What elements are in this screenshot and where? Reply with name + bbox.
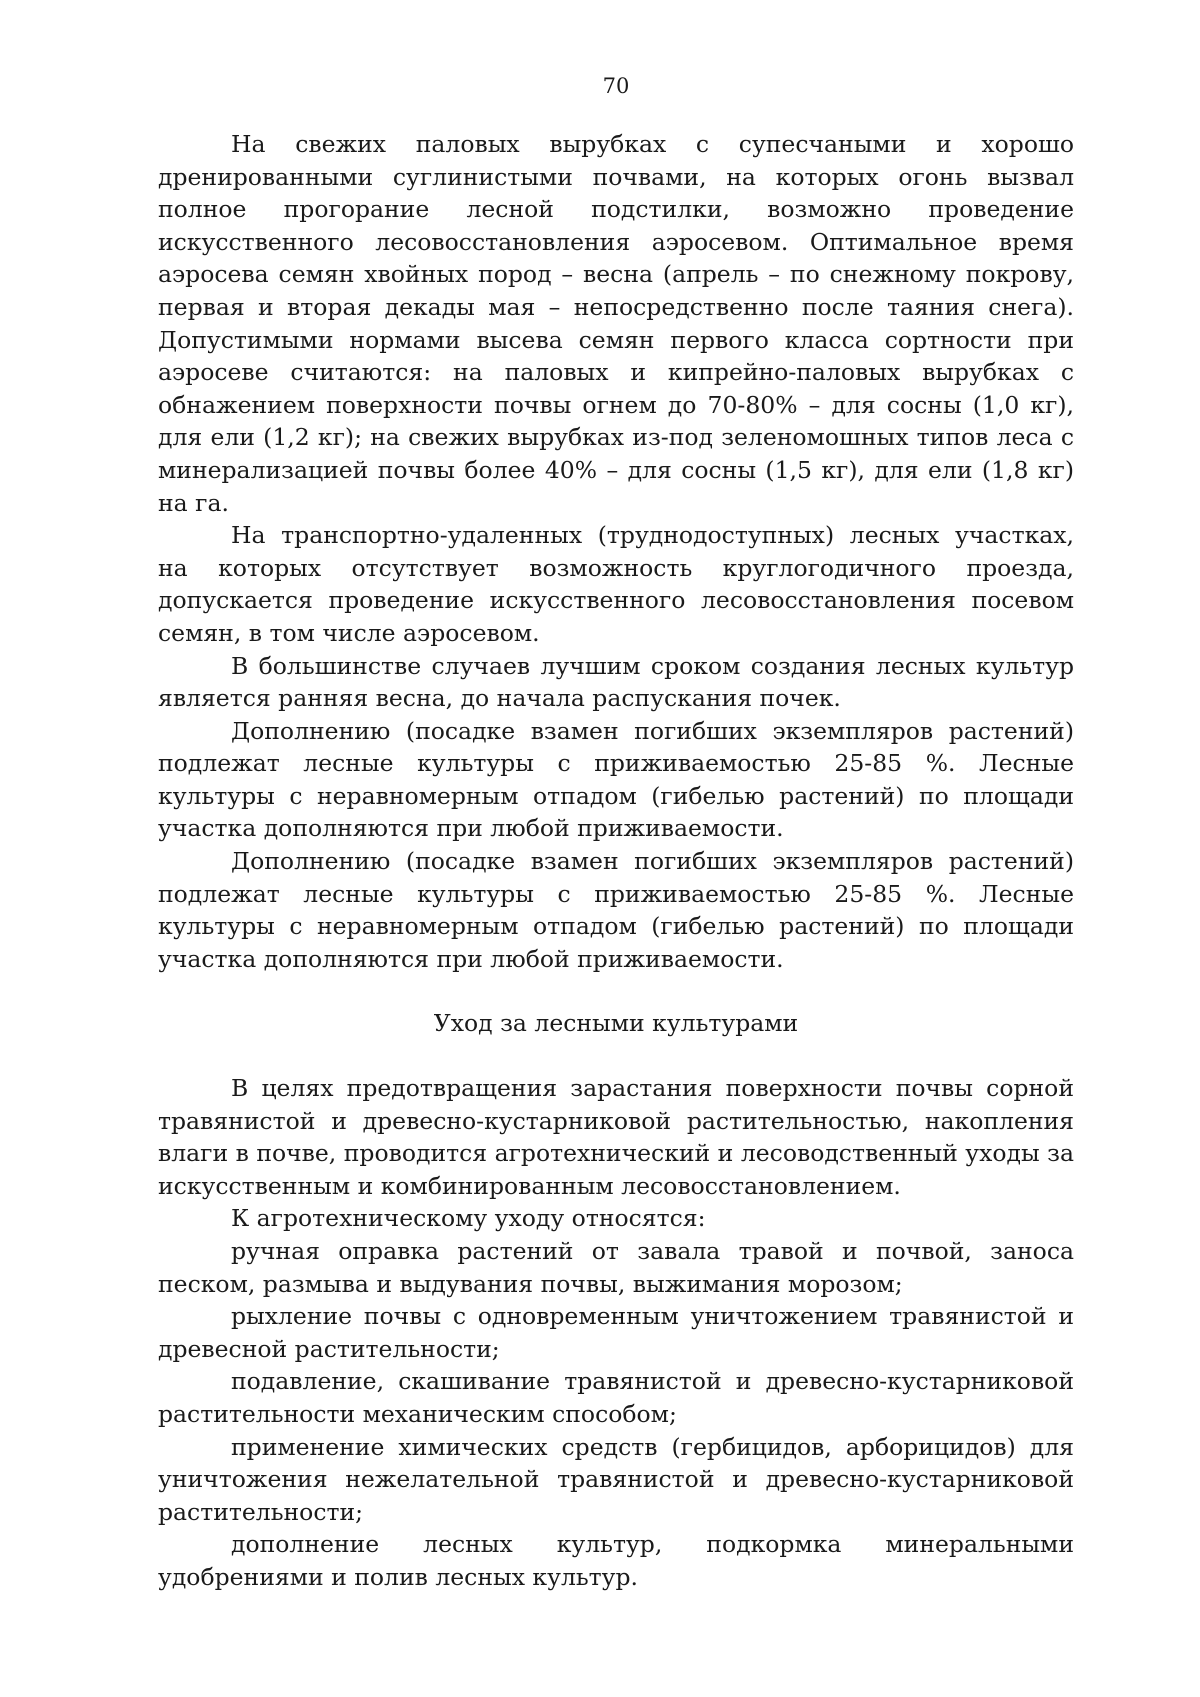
paragraph: На транспортно-удаленных (труднодоступных) лесных участках, на которых отсутствует возможность круглогодичного проезда, допускается проведение искусственного лесовосстановления посевом семян, в том числе аэросевом. (158, 521, 1074, 647)
list-item: ручная оправка растений от завала травой и почвой, заноса песком, размыва и выдувания почвы, выжимания морозом; (158, 1237, 1074, 1298)
list-item: дополнение лесных культур, подкормка минеральными удобрениями и полив лесных культур. (158, 1530, 1074, 1591)
paragraph: Дополнению (посадке взамен погибших экземпляров растений) подлежат лесные культуры с приживаемостью 25-85 %. Лесные культуры с неравномерным отпадом (гибелью растений) по площади участка дополняются при любой приживаемости. (158, 716, 1074, 843)
paragraph: К агротехническому уходу относятся: (231, 1204, 706, 1233)
paragraph: На свежих паловых вырубках с супесчаными и хорошо дренированными суглинистыми почвами, на которых огонь вызвал полное прогорание лесной подстилки, возможно проведение искусственного лесовосстановления аэросевом. Оптимальное время аэросева семян хвойных пород – весна (апрель – по снежному покрову, первая и вторая декады мая – непосредственно после таяния снега). Допустимыми нормами высева семян первого класса сортности при аэросеве считаются: на паловых и кипрейно-паловых вырубках с обнажением поверхности почвы огнем до 70-80% – для сосны (1,0 кг), для ели (1,2 кг); на свежих вырубках из-под зеленомошных типов леса с минерализацией почвы более 40% – для сосны (1,5 кг), для ели (1,8 кг) на га. (158, 130, 1074, 517)
section-heading: Уход за лесными культурами (433, 1009, 799, 1038)
paragraph: В целях предотвращения зарастания поверхности почвы сорной травянистой и древесно-кустарниковой растительностью, накопления влаги в почве, проводится агротехнический и лесоводственный уходы за искусственным и комбинированным лесовосстановлением. (158, 1074, 1074, 1200)
list-item: подавление, скашивание травянистой и древесно-кустарниковой растительности механическим способом; (158, 1367, 1074, 1428)
page-content (158, 128, 1074, 1594)
list-item: рыхление почвы с одновременным уничтожением травянистой и древесной растительности; (158, 1302, 1074, 1363)
page-number: 70 (602, 74, 630, 98)
list-item: применение химических средств (гербицидов, арборицидов) для уничтожения нежелательной травянистой и древесно-кустарниковой растительности; (158, 1432, 1074, 1526)
paragraph: В большинстве случаев лучшим сроком создания лесных культур является ранняя весна, до начала распускания почек. (158, 651, 1074, 713)
paragraph: Дополнению (посадке взамен погибших экземпляров растений) подлежат лесные культуры с приживаемостью 25-85 %. Лесные культуры с неравномерным отпадом (гибелью растений) по площади участка дополняются при любой приживаемости. (158, 847, 1074, 973)
